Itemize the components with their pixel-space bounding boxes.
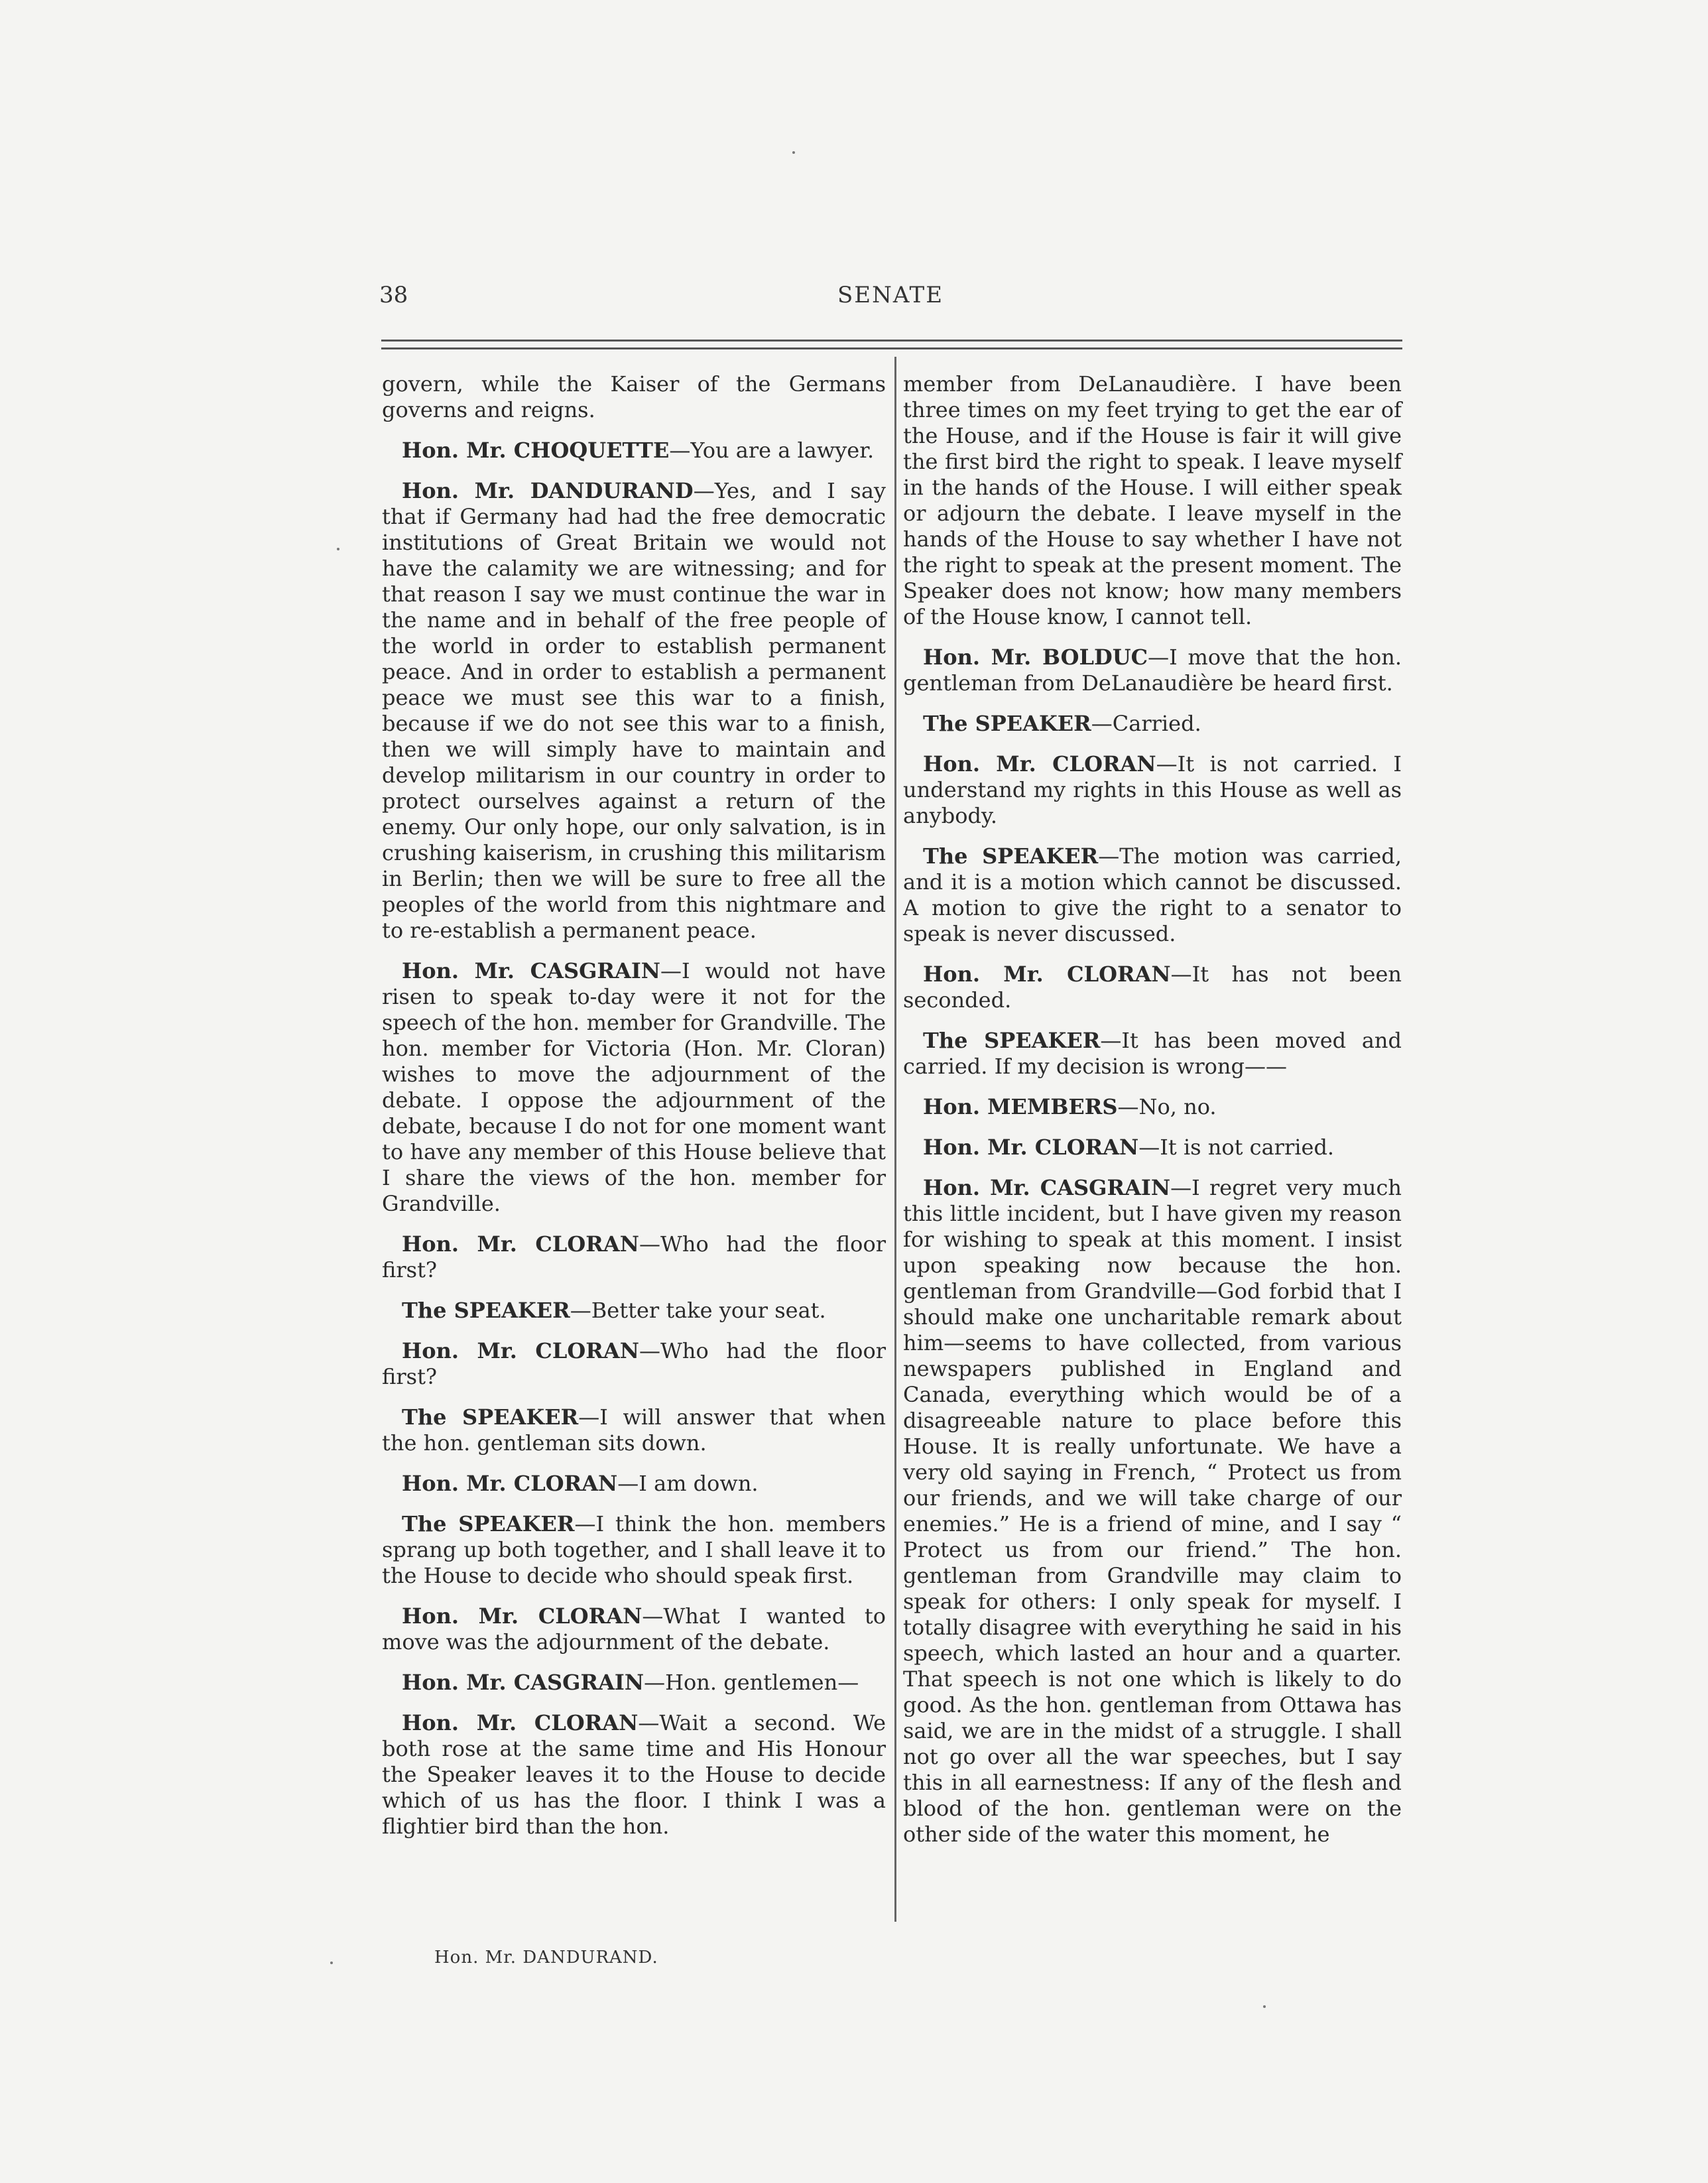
paragraph (903, 962, 1402, 1013)
scan-speck (792, 151, 795, 154)
footer-speaker-name: Hon. Mr. DANDURAND. (434, 1948, 658, 1967)
speaker-name: Hon. Mr. BOLDUC (923, 645, 1148, 670)
paragraph (382, 1471, 886, 1497)
left-column (382, 371, 886, 1840)
paragraph-text: —I think the hon. members sprang up both together, and I shall leave it to the House to decide who should speak first. (382, 1511, 886, 1588)
paragraph (382, 958, 886, 1217)
speaker-name: Hon. MEMBERS (923, 1094, 1118, 1119)
paragraph (382, 1231, 886, 1283)
paragraph-text: —It has not been seconded. (903, 962, 1402, 1013)
paragraph-text: —Better take your seat. (570, 1298, 826, 1323)
paragraph (903, 843, 1402, 947)
speaker-name: The SPEAKER (402, 1404, 579, 1430)
paragraph (903, 371, 1402, 630)
header-rule-top (381, 340, 1402, 342)
paragraph (382, 1603, 886, 1655)
paragraph-text: —Who had the floor first? (382, 1231, 886, 1282)
paragraph-text: —No, no. (1117, 1094, 1217, 1119)
paragraph-text: —The motion was carried, and it is a motion which cannot be discussed. A motion to give the right to a senator to speak is never discussed. (903, 843, 1402, 946)
paragraph-text: —It is not carried. I understand my rights in this House as well as anybody. (903, 751, 1402, 828)
speaker-name: Hon. Mr. CLORAN (923, 751, 1156, 777)
paragraph (903, 1094, 1402, 1120)
speaker-name: Hon. Mr. CASGRAIN (402, 958, 661, 983)
header-rule-bottom (381, 347, 1402, 349)
paragraph-text: —I would not have risen to speak to-day were it not for the speech of the hon. member for Grandville. The hon. member for Victoria (Hon. Mr. Cloran) wishes to move the adjournment of the debate. I oppose the adjournment of the debate, because I do not for one moment want to have any member of this House believe that I share the views of the hon. member for Grandville. (382, 958, 886, 1216)
page-number: 38 (379, 282, 408, 308)
paragraph-text: —I will answer that when the hon. gentleman sits down. (382, 1404, 886, 1456)
speaker-name: The SPEAKER (923, 711, 1091, 736)
scan-speck (330, 1962, 333, 1964)
paragraph-text: —What I wanted to move was the adjournment of the debate. (382, 1603, 886, 1654)
paragraph-text: —Who had the floor first? (382, 1338, 886, 1389)
paragraph-text: member from DeLanaudière. I have been three times on my feet trying to get the ear of the House, and if the House is fair it will give the first bird the right to speak. I leave myself in the hands of the House. I will either speak or adjourn the debate. I leave myself in the hands of the House to say whether I have not the right to speak at the present moment. The Speaker does not know; how many members of the House know, I cannot tell. (903, 371, 1402, 629)
speaker-name: The SPEAKER (923, 843, 1099, 869)
paragraph-text: govern, while the Kaiser of the Germans governs and reigns. (382, 371, 886, 422)
paragraph (382, 371, 886, 423)
paragraph-text: —Carried. (1091, 711, 1201, 736)
speaker-name: Hon. Mr. CASGRAIN (402, 1670, 644, 1695)
paragraph (382, 1670, 886, 1696)
paragraph (382, 438, 886, 464)
speaker-name: The SPEAKER (402, 1298, 570, 1323)
paragraph-text: —It has been moved and carried. If my decision is wrong—— (903, 1028, 1402, 1079)
speaker-name: The SPEAKER (402, 1511, 575, 1536)
paragraph (382, 1404, 886, 1456)
paragraph (903, 751, 1402, 829)
paragraph (382, 1511, 886, 1589)
paragraph-text: —Wait a second. We both rose at the same time and His Honour the Speaker leaves it to the House to decide which of us has the floor. I think I was a flightier bird than the hon. (382, 1710, 886, 1839)
paragraph (382, 1338, 886, 1390)
speaker-name: Hon. Mr. DANDURAND (402, 478, 694, 503)
paragraph (903, 645, 1402, 696)
paragraph-text: —I regret very much this little incident, but I have given my reason for wishing to speak at this moment. I insist upon speaking now because the hon. gentleman from Grandville—God forbid that I should make one uncharitable remark about him—seems to have collected, from various newspapers published in England and Canada, everything which would be of a disagreeable nature to place before this House. It is really unfortunate. We have a very old saying in French, “ Protect us from our friends, and we will take charge of our enemies.” He is a friend of mine, and I say “ Protect us from our friend.” The hon. gentleman from Grandville may claim to speak for others: I only speak for myself. I totally disagree with everything he said in his speech, which lasted an hour and a quarter. That speech is not one which is likely to do good. As the hon. gentleman from Ottawa has said, we are in the midst of a struggle. I shall not go over all the war speeches, but I say this in all earnestness: If any of the flesh and blood of the hon. gentleman were on the other side of the water this moment, he (903, 1175, 1402, 1847)
running-head: SENATE (837, 282, 944, 308)
speaker-name: Hon. Mr. CLORAN (923, 1135, 1139, 1160)
paragraph (382, 478, 886, 944)
right-column (903, 371, 1402, 1847)
paragraph-text: —I am down. (617, 1471, 759, 1496)
paragraph-text: —Yes, and I say that if Germany had had the free democratic institutions of Great Britain we would not have the calamity we are witnessing; and for that reason I say we must continue the war in the name and in behalf of the free people of the world in order to establish permanent peace. And in order to establish a permanent peace we must see this war to a finish, because if we do not see this war to a finish, then we will simply have to maintain and develop militarism in our country in order to protect ourselves against a return of the enemy. Our only hope, our only salvation, is in crushing kaiserism, in crushing this militarism in Berlin; then we will be sure to free all the peoples of the world from this nightmare and to re-establish a permanent peace. (382, 478, 886, 943)
paragraph-text: —I move that the hon. gentleman from DeLanaudière be heard first. (903, 645, 1402, 696)
paragraph (903, 1135, 1402, 1160)
scan-speck (1263, 2005, 1266, 2008)
speaker-name: Hon. Mr. CLORAN (402, 1603, 642, 1629)
paragraph-text: —It is not carried. (1138, 1135, 1335, 1160)
speaker-name: Hon. Mr. CLORAN (402, 1231, 639, 1257)
paragraph (382, 1710, 886, 1840)
speaker-name: Hon. Mr. CLORAN (402, 1338, 639, 1363)
scan-speck (337, 548, 339, 550)
speaker-name: Hon. Mr. CLORAN (923, 962, 1171, 987)
paragraph-text: —Hon. gentlemen— (644, 1670, 859, 1695)
paragraph (382, 1298, 886, 1324)
page-header (379, 282, 1402, 322)
speaker-name: Hon. Mr. CLORAN (402, 1710, 639, 1735)
speaker-name: Hon. Mr. CASGRAIN (923, 1175, 1171, 1200)
speaker-name: Hon. Mr. CHOQUETTE (402, 438, 670, 463)
paragraph (903, 1028, 1402, 1080)
speaker-name: The SPEAKER (923, 1028, 1101, 1053)
paragraph (903, 1175, 1402, 1847)
column-divider (894, 357, 896, 1922)
paragraph (903, 711, 1402, 737)
paragraph-text: —You are a lawyer. (669, 438, 875, 463)
speaker-name: Hon. Mr. CLORAN (402, 1471, 618, 1496)
